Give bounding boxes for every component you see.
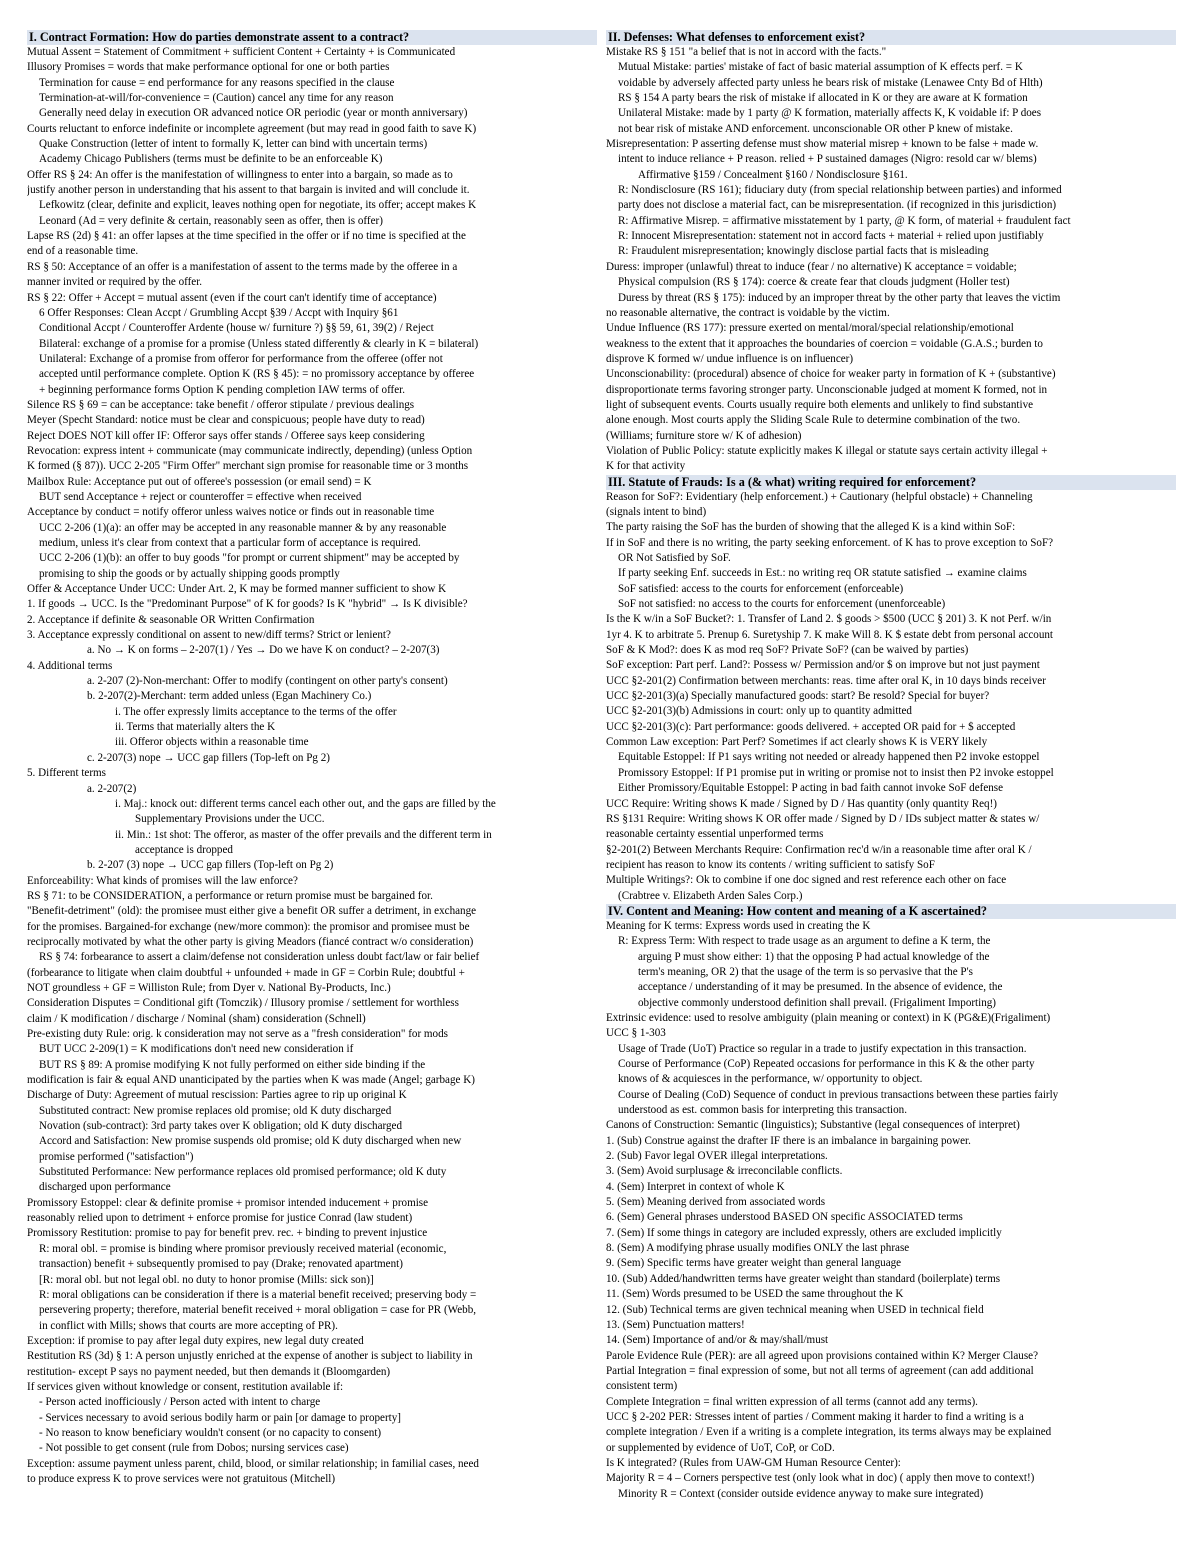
outline-line: recipient has reason to know its contents / writing sufficient to satisfy SoF bbox=[606, 858, 935, 871]
outline-line: b. 2-207 (3) nope → UCC gap fillers (Top-left on Pg 2) bbox=[87, 859, 334, 872]
outline-line: R: Fraudulent misrepresentation; knowingly disclose partial facts that is misleading bbox=[618, 245, 989, 258]
outline-line: - Services necessary to avoid serious bodily harm or pain [or damage to property] bbox=[39, 1411, 401, 1424]
outline-line: reasonable certainty essential unperformed terms bbox=[606, 828, 824, 841]
outline-line: 12. (Sub) Technical terms are given technical meaning when USED in technical field bbox=[606, 1303, 984, 1316]
outline-line: 5. (Sem) Meaning derived from associated words bbox=[606, 1196, 826, 1209]
outline-line: promise performed ("satisfaction") bbox=[39, 1150, 194, 1163]
outline-line: (forbearance to litigate when claim doubtful + unfounded + made in GF = Corbin Rule; doubtful + bbox=[27, 966, 465, 979]
outline-line: alone enough. Most courts apply the Sliding Scale Rule to determine combination of the two. bbox=[606, 414, 1021, 427]
outline-line: justify another person in understanding that his assent to that bargain is invited and will conclude it. bbox=[27, 184, 470, 197]
outline-line: 3. (Sem) Avoid surplusage & irreconcilable conflicts. bbox=[606, 1165, 843, 1178]
outline-line: If services given without knowledge or consent, restitution available if: bbox=[27, 1380, 344, 1393]
outline-line: If party seeking Enf. succeeds in Est.: no writing req OR statute satisfied → examine claims bbox=[618, 567, 1027, 580]
outline-line: Physical compulsion (RS § 174): coerce & create fear that clouds judgment (Holler test) bbox=[618, 276, 1010, 289]
outline-line: acceptance is dropped bbox=[135, 843, 233, 856]
outline-line: term's meaning, OR 2) that the usage of the term is so pervasive that the P's bbox=[638, 965, 973, 978]
outline-line: (signals intent to bind) bbox=[606, 505, 707, 518]
outline-line: arguing P must show either: 1) that the opposing P had actual knowledge of the bbox=[638, 950, 990, 963]
outline-line: §2-201(2) Between Merchants Require: Confirmation rec'd w/in a reasonable time after oral K / bbox=[606, 843, 1032, 856]
outline-line: or supplemented by evidence of UoT, CoP, or CoD. bbox=[606, 1441, 835, 1454]
outline-line: Enforceability: What kinds of promises will the law enforce? bbox=[27, 874, 298, 887]
outline-line: c. 2-207(3) nope → UCC gap fillers (Top-left on Pg 2) bbox=[87, 751, 330, 764]
outline-line: accepted until performance complete. Option K (RS § 45): = no promissory acceptance by offeree bbox=[39, 368, 475, 381]
outline-line: medium, unless it's clear from context that a particular form of acceptance is required. bbox=[39, 537, 421, 549]
outline-line: UCC 2-206 (1)(a): an offer may be accepted in any reasonable manner & by any reasonable bbox=[39, 521, 447, 534]
right-column bbox=[606, 30, 1176, 1545]
outline-line: Academy Chicago Publishers (terms must be definite to be an enforceable K) bbox=[39, 153, 383, 166]
outline-line: - Person acted inofficiously / Person acted with intent to charge bbox=[39, 1396, 321, 1409]
outline-line: Substituted contract: New promise replaces old promise; old K duty discharged bbox=[39, 1104, 392, 1117]
outline-line: Offer & Acceptance Under UCC: Under Art. 2, K may be formed manner sufficient to show K bbox=[27, 583, 447, 596]
outline-line: a. 2-207(2) bbox=[87, 782, 137, 795]
outline-line: If in SoF and there is no writing, the party seeking enforcement. of K has to prove exception to SoF? bbox=[606, 536, 1054, 549]
outline-line: complete integration / Even if a writing is a complete integration, its terms always may be explained bbox=[606, 1426, 1052, 1439]
outline-line: Common Law exception: Part Perf? Sometimes if act clearly shows K is VERY likely bbox=[606, 736, 988, 749]
outline-line: 2. (Sub) Favor legal OVER illegal interpretations. bbox=[606, 1150, 828, 1163]
outline-line: Undue Influence (RS 177): pressure exerted on mental/moral/special relationship/emotional bbox=[606, 322, 1014, 335]
outline-line: b. 2-207(2)-Merchant: term added unless (Egan Machinery Co.) bbox=[87, 690, 372, 703]
outline-line: Bilateral: exchange of a promise for a promise (Unless stated differently & clearly in K = bilateral) bbox=[39, 337, 479, 350]
outline-line: in conflict with Mills; shows that courts are more accepting of PR). bbox=[39, 1319, 338, 1332]
outline-line: Exception: assume payment unless parent, child, blood, or similar relationship; in familial cases, need bbox=[27, 1457, 479, 1470]
outline-line: disprove K formed w/ undue influence is on influencer) bbox=[606, 352, 854, 365]
outline-line: RS § 154 A party bears the risk of mistake if allocated in K or they are aware at K formation bbox=[618, 92, 1028, 105]
outline-line: acceptance / understanding of it may be presumed. In the absence of evidence, the bbox=[638, 981, 1003, 994]
outline-line: ii. Terms that materially alters the K bbox=[115, 721, 276, 734]
outline-line: Supplementary Provisions under the UCC. bbox=[135, 813, 325, 826]
outline-line: Courts reluctant to enforce indefinite or incomplete agreement (but may read in good faith to save K) bbox=[27, 122, 477, 135]
outline-line: SoF not satisfied: no access to the courts for enforcement (unenforceable) bbox=[618, 598, 946, 611]
outline-line: Meyer (Specht Standard: notice must be clear and conspicuous; people have duty to read) bbox=[27, 414, 425, 427]
outline-line: knows of & acquiesces in the performance, w/ opportunity to object. bbox=[618, 1073, 923, 1086]
outline-line: Conditional Accpt / Counteroffer Ardente (house w/ furniture ?) §§ 59, 61, 39(2) / Reject bbox=[39, 322, 434, 335]
outline-line: Generally need delay in execution OR advanced notice OR periodic (year or month anniversary) bbox=[39, 107, 468, 120]
outline-line: discharged upon performance bbox=[39, 1181, 171, 1194]
outline-line: to produce express K to prove services were not gratuitous (Mitchell) bbox=[27, 1472, 336, 1485]
outline-line: - No reason to know beneficiary wouldn't consent (or no capacity to consent) bbox=[39, 1426, 382, 1439]
outline-line: Consideration Disputes = Conditional gift (Tomczik) / Illusory promise / settlement for worthless bbox=[27, 997, 459, 1010]
outline-line: RS §131 Require: Writing shows K OR offer made / Signed by D / IDs subject matter & states w/ bbox=[606, 812, 1040, 825]
outline-line: no reasonable alternative, the contract is voidable by the victim. bbox=[606, 306, 890, 319]
outline-line: BUT send Acceptance + reject or counteroffer = effective when received bbox=[39, 490, 362, 503]
outline-line: RS § 71: to be CONSIDERATION, a performance or return promise must be bargained for. bbox=[27, 889, 433, 902]
outline-line: + beginning performance forms Option K pending completion IAW terms of offer. bbox=[39, 383, 406, 396]
outline-line: R: Nondisclosure (RS 161); fiduciary duty (from special relationship between parties) and informed bbox=[618, 184, 1062, 197]
outline-line: party does not disclose a material fact, can be misrepresentation. (if recognized in this jurisdiction) bbox=[618, 199, 1057, 212]
outline-line: Acceptance by conduct = notify offeror unless waives notice or finds out in reasonable time bbox=[27, 506, 435, 519]
outline-line: Pre-existing duty Rule: orig. k consideration may not serve as a "fresh consideration" for mods bbox=[27, 1028, 448, 1040]
outline-line: RS § 74: forbearance to assert a claim/defense not consideration unless doubt fact/law or fair belief bbox=[39, 951, 480, 964]
outline-line: 11. (Sem) Words presumed to be USED the same throughout the K bbox=[606, 1288, 904, 1301]
outline-line: Misrepresentation: P asserting defense must show material misrep + known to be false + made w. bbox=[606, 138, 1039, 151]
outline-line: - Not possible to get consent (rule from Dobos; nursing services case) bbox=[39, 1442, 349, 1455]
outline-line: Mistake RS § 151 "a belief that is not in accord with the facts." bbox=[606, 46, 887, 58]
outline-line: for the promises. Bargained-for exchange (new/more common): the promisor and promisee must be bbox=[27, 920, 470, 933]
section-heading: II. Defenses: What defenses to enforcement exist? bbox=[606, 30, 1176, 45]
outline-line: 1. If goods → UCC. Is the "Predominant Purpose" of K for goods? Is K "hybrid" → Is K divisible? bbox=[27, 598, 468, 611]
outline-line: Restitution RS (3d) § 1: A person unjustly enriched at the expense of another is subject to liability in bbox=[27, 1350, 473, 1363]
outline-line: Illusory Promises = words that make performance optional for one or both parties bbox=[27, 61, 390, 74]
outline-line: Revocation: express intent + communicate (may communicate indirectly, depending) (unless Option bbox=[27, 444, 473, 457]
outline-line: OR Not Satisfied by SoF. bbox=[618, 552, 731, 564]
outline-line: 1. (Sub) Construe against the drafter IF there is an imbalance in bargaining power. bbox=[606, 1134, 971, 1147]
outline-line: 6 Offer Responses: Clean Accpt / Grumbling Accpt §39 / Accpt with Inquiry §61 bbox=[39, 306, 399, 319]
outline-line: Termination for cause = end performance for any reasons specified in the clause bbox=[39, 76, 395, 89]
outline-line: SoF & K Mod?: does K as mod req SoF? Private SoF? (can be waived by parties) bbox=[606, 644, 969, 657]
outline-line: Unilateral: Exchange of a promise from offeror for performance from the offeree (offer not bbox=[39, 352, 443, 365]
outline-line: Promissory Estoppel: clear & definite promise + promisor intended inducement + promise bbox=[27, 1196, 429, 1209]
outline-line: SoF exception: Part perf. Land?: Possess w/ Permission and/or $ on improve but not just payment bbox=[606, 659, 1040, 672]
outline-line: [R: moral obl. but not legal obl. no duty to honor promise (Mills: sick son)] bbox=[39, 1273, 374, 1286]
section-heading: III. Statute of Frauds: Is a (& what) writing required for enforcement? bbox=[606, 475, 1176, 490]
outline-line: objective commonly understood definition shall prevail. (Frigaliment Importing) bbox=[638, 996, 997, 1009]
section-heading: IV. Content and Meaning: How content and meaning of a K ascertained? bbox=[606, 904, 1176, 919]
outline-line: a. 2-207 (2)-Non-merchant: Offer to modify (contingent on other party's consent) bbox=[87, 675, 448, 688]
outline-line: Majority R = 4 – Corners perspective test (only look what in doc) ( apply then move to context!) bbox=[606, 1472, 1035, 1485]
outline-line: Extrinsic evidence: used to resolve ambiguity (plain meaning or context) in K (PG&E)(Frigaliment) bbox=[606, 1011, 1051, 1024]
outline-line: Duress by threat (RS § 175): induced by an improper threat by the other party that leaves the victim bbox=[618, 291, 1061, 304]
outline-line: Promissory Estoppel: If P1 promise put in writing or promise not to insist then P2 invoke estoppel bbox=[618, 766, 1054, 779]
outline-line: Silence RS § 69 = can be acceptance: take benefit / offeror stipulate / previous dealings bbox=[27, 398, 415, 411]
outline-line: Leonard (Ad = very definite & certain, reasonably seen as offer, then is offer) bbox=[39, 214, 383, 227]
outline-line: Course of Performance (CoP) Repeated occasions for performance in this K & the other party bbox=[618, 1058, 1035, 1070]
outline-line: NOT groundless + GF = Williston Rule; from Dyer v. National By-Products, Inc.) bbox=[27, 981, 391, 994]
outline-line: RS § 22: Offer + Accept = mutual assent (even if the court can't identify time of acceptance) bbox=[27, 291, 437, 304]
outline-line: Promissory Restitution: promise to pay for benefit prev. rec. + binding to prevent injustice bbox=[27, 1227, 428, 1240]
outline-line: UCC §2-201(3)(a) Specially manufactured goods: start? Be resold? Special for buyer? bbox=[606, 690, 990, 703]
outline-line: UCC Require: Writing shows K made / Signed by D / Has quantity (only quantity Req!) bbox=[606, 797, 997, 810]
outline-line: 5. Different terms bbox=[27, 767, 106, 780]
outline-line: Meaning for K terms: Express words used in creating the K bbox=[606, 919, 871, 932]
outline-line: not bear risk of mistake AND enforcement. unconscionable OR other P knew of mistake. bbox=[618, 122, 1013, 135]
outline-line: 8. (Sem) A modifying phrase usually modifies ONLY the last phrase bbox=[606, 1242, 910, 1255]
outline-line: UCC §2-201(3)(b) Admissions in court: only up to quantity admitted bbox=[606, 705, 912, 718]
outline-line: 14. (Sem) Importance of and/or & may/shall/must bbox=[606, 1334, 829, 1347]
outline-line: i. Maj.: knock out: different terms cancel each other out, and the gaps are filled by the bbox=[115, 797, 496, 810]
outline-line: (Williams; furniture store w/ K of adhesion) bbox=[606, 429, 802, 442]
outline-line: The party raising the SoF has the burden of showing that the alleged K is a kind within SoF: bbox=[606, 521, 1016, 534]
outline-line: Unconscionability: (procedural) absence of choice for weaker party in formation of K + (substantive) bbox=[606, 368, 1056, 381]
outline-line: SoF satisfied: access to the courts for enforcement (enforceable) bbox=[618, 582, 904, 595]
outline-line: reasonably relied upon to detriment + enforce promise for justice Conrad (law student) bbox=[27, 1212, 413, 1225]
outline-line: Offer RS § 24: An offer is the manifestation of willingness to enter into a bargain, so made as to bbox=[27, 168, 453, 181]
section-heading: I. Contract Formation: How do parties demonstrate assent to a contract? bbox=[27, 30, 597, 45]
outline-line: K for that activity bbox=[606, 460, 686, 473]
outline-line: end of a reasonable time. bbox=[27, 245, 139, 258]
outline-line: 6. (Sem) General phrases understood BASED ON specific ASSOCIATED terms bbox=[606, 1211, 963, 1224]
outline-line: Reject DOES NOT kill offer IF: Offeror says offer stands / Offeree says keep considering bbox=[27, 429, 425, 442]
outline-line: Duress: improper (unlawful) threat to induce (fear / no alternative) K acceptance = voidable; bbox=[606, 260, 1017, 273]
outline-line: consistent term) bbox=[606, 1380, 678, 1393]
outline-line: 7. (Sem) If some things in category are included expressly, others are excluded implicitly bbox=[606, 1226, 1002, 1239]
outline-line: transaction) benefit + subsequently promised to pay (Drake; renovated apartment) bbox=[39, 1258, 403, 1271]
outline-line: Is the K w/in a SoF Bucket?: 1. Transfer of Land 2. $ goods > $500 (UCC § 201) 3. K not Perf. w/in bbox=[606, 613, 1052, 626]
outline-line: Reason for SoF?: Evidentiary (help enforcement.) + Cautionary (helpful obstacle) + Channeling bbox=[606, 490, 1033, 503]
outline-line: disproportionate terms favoring stronger party. Unconscionable judged at moment K formed, not in bbox=[606, 383, 1048, 396]
outline-line: UCC §2-201(3)(c): Part performance: goods delivered. + accepted OR paid for + $ accepted bbox=[606, 720, 1016, 733]
outline-line: Mutual Mistake: parties' mistake of fact of basic material assumption of K effects perf. = K bbox=[618, 61, 1023, 74]
outline-line: Quake Construction (letter of intent to formally K, letter can bind with uncertain terms) bbox=[39, 138, 428, 151]
outline-line: 1yr 4. K to arbitrate 5. Prenup 6. Suretyship 7. K make Will 8. K $ estate debt from personal account bbox=[606, 628, 1053, 641]
outline-line: understood as est. common basis for interpreting this transaction. bbox=[618, 1104, 907, 1117]
outline-line: Equitable Estoppel: If P1 says writing not needed or already happened then P2 invoke estoppel bbox=[618, 751, 1040, 764]
outline-line: 10. (Sub) Added/handwritten terms have greater weight than standard (boilerplate) terms bbox=[606, 1272, 1001, 1285]
outline-line: Novation (sub-contract): 3rd party takes over K obligation; old K duty discharged bbox=[39, 1120, 403, 1133]
outline-line: R: Express Term: With respect to trade usage as an argument to define a K term, the bbox=[618, 935, 991, 948]
outline-line: R: Innocent Misrepresentation: statement not in accord facts + material + relied upon justifiably bbox=[618, 230, 1044, 243]
outline-line: Unilateral Mistake: made by 1 party @ K formation, materially affects K, K voidable if: P does bbox=[618, 107, 1042, 120]
outline-line: Lapse RS (2d) § 41: an offer lapses at the time specified in the offer or if no time is specified at the bbox=[27, 230, 466, 243]
outline-line: Mailbox Rule: Acceptance put out of offeree's possession (or email send) = K bbox=[27, 475, 372, 488]
outline-line: intent to induce reliance + P reason. relied + P sustained damages (Nigro: resold car w/ blems) bbox=[618, 153, 1037, 166]
outline-line: RS § 50: Acceptance of an offer is a manifestation of assent to the terms made by the offeree in a bbox=[27, 260, 458, 273]
outline-line: ii. Min.: 1st shot: The offeror, as master of the offer prevails and the different term in bbox=[115, 828, 492, 841]
outline-line: claim / K modification / discharge / Nominal (sham) consideration (Schnell) bbox=[27, 1012, 366, 1025]
outline-line: UCC § 2-202 PER: Stresses intent of parties / Comment making it harder to find a writing is a bbox=[606, 1410, 1024, 1423]
outline-line: manner invited or required by the offer. bbox=[27, 276, 203, 289]
outline-line: 2. Acceptance if definite & seasonable OR Written Confirmation bbox=[27, 613, 315, 626]
outline-line: a. No → K on forms – 2-207(1) / Yes → Do we have K on conduct? – 2-207(3) bbox=[87, 644, 440, 657]
outline-line: Exception: if promise to pay after legal duty expires, new legal duty created bbox=[27, 1334, 364, 1347]
outline-line: Usage of Trade (UoT) Practice so regular in a trade to justify expectation in this transaction. bbox=[618, 1042, 1027, 1055]
outline-line: Parole Evidence Rule (PER): are all agreed upon provisions contained within K? Merger Clause? bbox=[606, 1349, 1039, 1362]
outline-line: 13. (Sem) Punctuation matters! bbox=[606, 1318, 745, 1331]
outline-line: Minority R = Context (consider outside evidence anyway to make sure integrated) bbox=[618, 1487, 984, 1500]
outline-line: BUT UCC 2-209(1) = K modifications don't need new consideration if bbox=[39, 1043, 354, 1056]
left-column bbox=[27, 30, 597, 1545]
outline-line: 4. Additional terms bbox=[27, 659, 113, 672]
outline-line: persevering property; therefore, material benefit received + moral obligation = case for PR (Webb, bbox=[39, 1304, 477, 1317]
outline-line: i. The offer expressly limits acceptance to the terms of the offer bbox=[115, 705, 397, 718]
outline-line: UCC §2-201(2) Confirmation between merchants: reas. time after oral K, in 10 days binds receiver bbox=[606, 674, 1046, 687]
outline-line: Lefkowitz (clear, definite and explicit, leaves nothing open for negotiate, its offer; accept makes K bbox=[39, 199, 477, 212]
outline-line: Termination-at-will/for-convenience = (Caution) cancel any time for any reason bbox=[39, 92, 394, 105]
outline-line: voidable by adversely affected party unless he bears risk of mistake (Lenawee Cnty Bd of Hlth) bbox=[618, 76, 1043, 89]
outline-line: UCC 2-206 (1)(b): an offer to buy goods "for prompt or current shipment" may be accepted by bbox=[39, 552, 460, 565]
outline-line: Is K integrated? (Rules from UAW-GM Human Resource Center): bbox=[606, 1456, 901, 1469]
outline-line: Multiple Writings?: Ok to combine if one doc signed and rest reference each other on face bbox=[606, 874, 1007, 887]
outline-line: Canons of Construction: Semantic (linguistics); Substantive (legal consequences of interpret) bbox=[606, 1119, 1020, 1132]
outline-line: R: Affirmative Misrep. = affirmative misstatement by 1 party, @ K form, of material + fraudulent fact bbox=[618, 214, 1071, 227]
outline-line: 4. (Sem) Interpret in context of whole K bbox=[606, 1180, 785, 1193]
outline-line: Accord and Satisfaction: New promise suspends old promise; old K duty discharged when new bbox=[39, 1135, 462, 1148]
outline-line: Course of Dealing (CoD) Sequence of conduct in previous transactions between these parties fairly bbox=[618, 1088, 1059, 1101]
outline-line: light of subsequent events. Courts usually require both elements and unlikely to find substantive bbox=[606, 398, 1034, 411]
outline-line: iii. Offeror objects within a reasonable time bbox=[115, 736, 309, 749]
outline-line: Discharge of Duty: Agreement of mutual rescission: Parties agree to rip up original K bbox=[27, 1089, 407, 1102]
outline-line: UCC § 1-303 bbox=[606, 1027, 666, 1040]
outline-line: R: moral obligations can be consideration if there is a material benefit received; preserving body = bbox=[39, 1288, 477, 1301]
outline-line: Complete Integration = final written expression of all terms (cannot add any terms). bbox=[606, 1395, 978, 1408]
outline-line: Affirmative §159 / Concealment §160 / Nondisclosure §161. bbox=[638, 168, 908, 181]
outline-line: (Crabtree v. Elizabeth Arden Sales Corp.) bbox=[618, 889, 803, 902]
outline-line: reciprocally motivated by what the other party is giving Meadors (fiancé contract w/o consideration) bbox=[27, 935, 474, 948]
outline-line: Either Promissory/Equitable Estoppel: P acting in bad faith cannot invoke SoF defense bbox=[618, 782, 1004, 795]
outline-line: 9. (Sem) Specific terms have greater weight than general language bbox=[606, 1257, 902, 1270]
outline-line: promising to ship the goods or by actually shipping goods promptly bbox=[39, 567, 340, 580]
outline-line: K formed (§ 87)). UCC 2-205 "Firm Offer" merchant sign promise for reasonable time or 3 months bbox=[27, 460, 469, 473]
outline-line: Mutual Assent = Statement of Commitment + sufficient Content + Certainty + is Communicated bbox=[27, 46, 456, 58]
outline-line: restitution- except P says no payment needed, but then demands it (Bloomgarden) bbox=[27, 1365, 391, 1378]
outline-line: "Benefit-detriment" (old): the promisee must either give a benefit OR suffer a detriment, in exchange bbox=[27, 905, 477, 918]
outline-line: 3. Acceptance expressly conditional on assent to new/diff terms? Strict or lenient? bbox=[27, 629, 391, 642]
outline-line: BUT RS § 89: A promise modifying K not fully performed on either side binding if the bbox=[39, 1058, 426, 1071]
outline-line: modification is fair & equal AND unanticipated by the parties when K was made (Angel; garbage K) bbox=[27, 1074, 475, 1087]
outline-line: Substituted Performance: New performance replaces old promised performance; old K duty bbox=[39, 1166, 447, 1179]
outline-line: Violation of Public Policy: statute explicitly makes K illegal or statute says certain activity illegal + bbox=[606, 444, 1048, 457]
outline-line: Partial Integration = final expression of some, but not all terms of agreement (can add additional bbox=[606, 1364, 1034, 1377]
outline-line: R: moral obl. = promise is binding where promisor previously received material (economic, bbox=[39, 1242, 447, 1255]
outline-line: weakness to the extent that it approaches the boundaries of coercion = voidable (G.A.S.; burden to bbox=[606, 337, 1043, 350]
